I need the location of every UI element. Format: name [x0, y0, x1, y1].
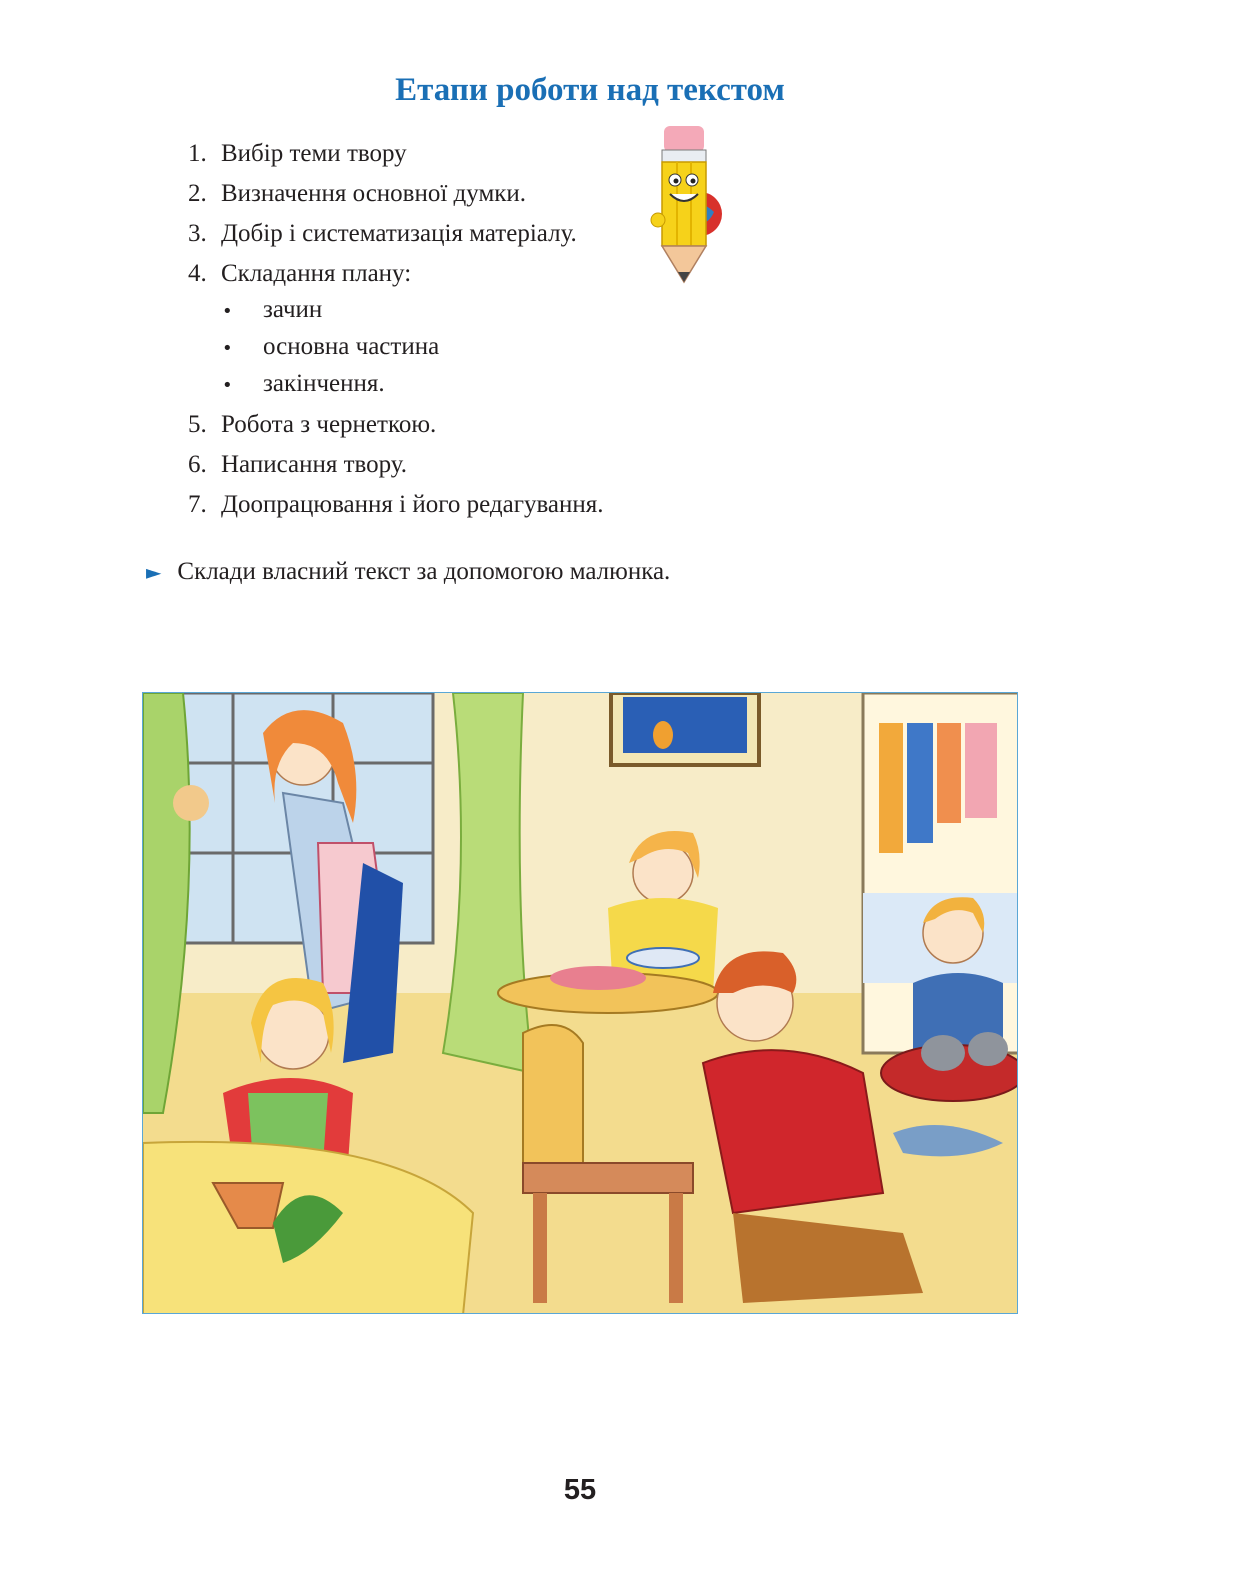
list-item: 5. Робота з чернеткою. — [188, 411, 437, 438]
family-chores-illustration — [142, 692, 1018, 1314]
pencil-mascot-icon — [640, 122, 726, 288]
page-title: Етапи роботи над текстом — [395, 72, 785, 108]
illustration-drawing — [143, 693, 1018, 1314]
triangle-arrow-icon: ► — [146, 560, 162, 584]
list-item: 6. Написання твору. — [188, 451, 408, 478]
sub-list-item: • зачин — [188, 292, 604, 329]
page-number: 55 — [563, 1474, 597, 1506]
list-item: 2. Визначення основної думки. — [188, 180, 527, 207]
list-item: 1. Вибір теми твору — [188, 140, 407, 167]
list-item: 4. Складання плану: • зачин • основна частина • закінчення. — [188, 254, 604, 403]
bullet-icon: • — [222, 375, 233, 396]
work-stages-list — [188, 134, 604, 525]
bullet-icon: • — [222, 301, 233, 322]
list-item: 3. Добір і систематизація матеріалу. — [188, 220, 577, 247]
list-item: 7. Доопрацювання і його редагування. — [188, 491, 604, 518]
task-instruction: ► Склади власний текст за допомогою малюнка. — [146, 558, 671, 585]
sub-list-item: • закінчення. — [188, 366, 604, 403]
sub-list-item: • основна частина — [188, 329, 604, 366]
plan-parts-list — [188, 292, 604, 403]
bullet-icon: • — [222, 338, 233, 359]
